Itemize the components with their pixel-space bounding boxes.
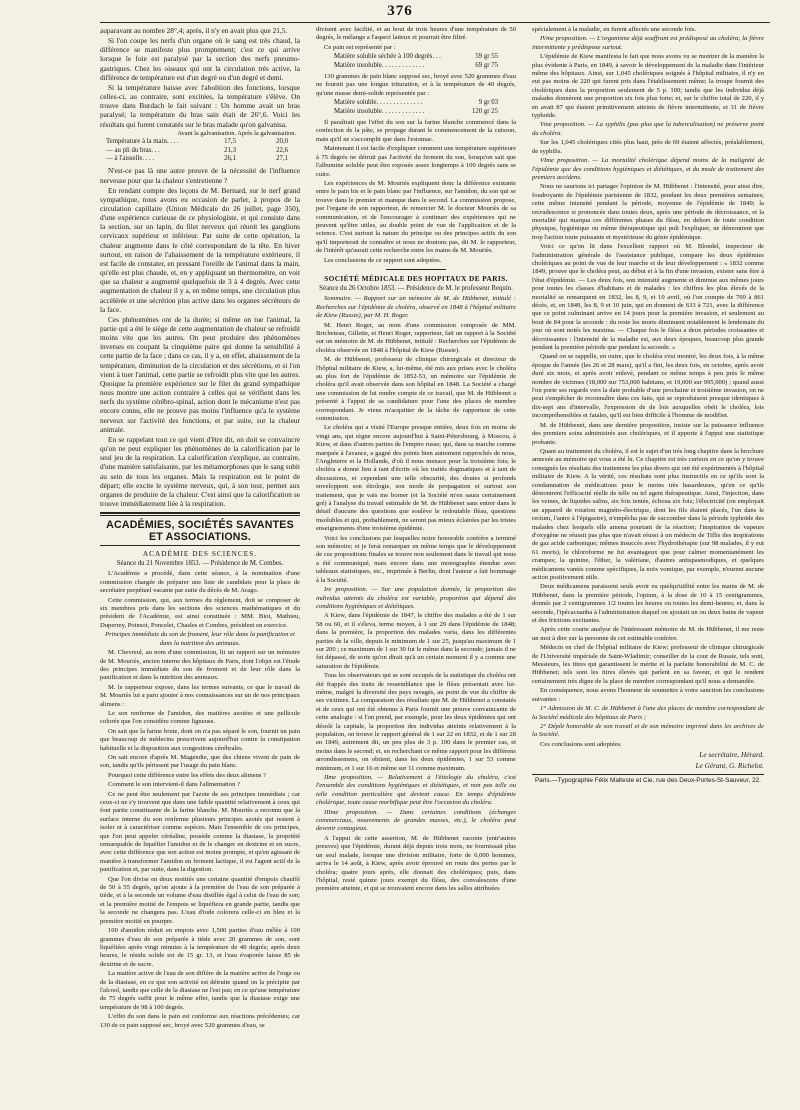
paragraph: N'est-ce pas là une autre preuve de la nécessité de l'influence nerveuse pour que la chaleur s'entretienne ? xyxy=(100,166,300,185)
column-2 xyxy=(316,26,516,1104)
row-label: — à l'aisselle. . . . xyxy=(106,154,155,162)
seance-line: Séance du 26 Octobre 1853. — Présidence de M. le professeur Requin. xyxy=(319,285,513,293)
paragraph: On sait que la farine brute, dont on n'a pas séparé le son, fournit un pain que beaucoup de médecins prescrivent aujourd'hui contre la constipation habituelle et la disposition aux congestions cérébrales. xyxy=(100,727,300,752)
paragraph: M. de Hübbenet, professeur de clinique chirurgicale et directeur de l'hôpital militaire de Kiew, a, lui-même, été mis aux prises avec le choléra au plus fort de l'épidémie de 1852-53, un mémoire sur l'épidémie de choléra qu'il avait observée dans son hôpital en 1848. La Société a chargé une commission de lui rendre compte de ce travail, que M. de Hübbenet a présenté à l'appui de sa candidature pour l'une des places de membre correspondant. Je viens m'acquitter de la tâche de rapporteur de cette commission. xyxy=(316,356,516,422)
row-after: 22,6 xyxy=(276,146,288,154)
paragraph: Le choléra qui a visité l'Europe presque entière, deux fois en moins de vingt ans, qui règne encore aujourd'hui à Saint-Pétersbourg, à Moscou, à Kiew, et dans d'autres parties de l'empire russe; qui, dans sa marche comme marquée à l'avance, a gagné des points bien autrement rapprochés de nous, l'Angleterre et la Hollande, d'où il nous menace pour la troisième fois; le choléra a donné lieu à tant d'écrits où les traités dogmatiques et à tant de discussions, et cependant une telle obscurité, des doutes si profonds enveloppent son étiologie, son mode de propagation et surtout son traitement, que je vais me borner (et la Société m'en saura certainement gré) à l'analyse du travail estimable de M. de Hübbenet sans entrer dans le détail d'aucune des questions que soulève le redoutable fléau, questions insolubles et qui, probablement, ne seront pas mieux éclairées par les tristes enseignements d'une troisième épidémie. xyxy=(316,424,516,533)
row-value: 120 gr 25 xyxy=(471,107,498,115)
composition-table xyxy=(334,53,516,70)
row-label: Matière soluble séchée à 100 degrés. . . xyxy=(334,53,441,61)
row-before: 21,3 xyxy=(224,146,236,154)
temperature-table xyxy=(100,130,300,164)
paragraph: M. de Hübbenet, dans une dernière proposition, insiste sur la puissance influence des premiers soins administrés aux cholériques, et il apporte à l'appui une statistique probante. xyxy=(532,421,764,446)
paragraph: Si l'on coupe les nerfs d'un organe où le sang est très chaud, la différence se manifeste plus promptement; c'est ce qui arrive lorsque le foie est paralysé par la section des nerfs pneumo-gastriques. Chez les oiseaux qui ont la circulation très active, la différence de température est d'un degré ou d'un degré et demi. xyxy=(100,36,300,82)
table-row xyxy=(334,108,516,116)
paragraph: Voici ce qu'on lit dans l'excellent rapport où M. Blondel, inspecteur de l'administration générale de l'assistance publique, compare les deux épidémies cholériques au point de vue de leur marche et de leur développement : « 1832 comme 1849, prouve que le choléra peut, au début et à la fin d'une invasion, exister sans être à l'état d'épidémie. — Les deux fois, son intensité augmente et diminue aux mêmes jours pour toutes les classes d'habitans et de malades : les chiffres les plus élevés de la mortalité se remarquent en 1832, les 8, 9, et 10 avril, où l'on compte de 769 à 861 décès, et, en 1849, les 8, 9 et 10 juin, qui en donnent de 633 à 721, avec la différence que ce point culminant arrive en 14 jours pour la première invasion, et seulement au bout de 84 pour la seconde : du reste les morts diminuent notablement le lendemain du jour où sont notés les maxima. — Chaque fois le fléau a deux périodes croissantes et décroissantes : l'intensité de la maladie est, aux deux époques, beaucoup plus grande pendant la première période que pendant la seconde. » xyxy=(532,243,764,352)
row-after: 20,0 xyxy=(276,138,288,146)
paragraph: Ces phénomènes ont de la durée; si même on tue l'animal, la partie qui a été le siège de cette augmentation de chaleur se refroidit moins vite que les autres. On peut produire des phénomènes inverses en coupant la cinquième paire qui donne la sensibilité à cette partie de la face ; dans ce cas, il y a, en effet, abaissement de la température, diminution de la circulation et des sécrétions, et si l'on vient à tuer l'animal, cette partie se refroidit plus vite que les autres. Quoique la première expérience sur le filet du grand sympathique nous montre une action contraire à celles qui se vérifient dans les nerfs du système cérébro-spinal, action dont le mécanisme n'est pas encore connu, elle ne prouve pas moins l'influence qu'a le système nerveux sur l'activité des fonctions, et par suite, sur la chaleur animale. xyxy=(100,314,300,434)
paragraph: L'épidémie de Kiew manifesta le fait que nous avons vu se montrer de la manière la plus évidente à Paris, en 1849, à savoir le développement de la maladie dans l'intérieur même des hôpitaux. Ainsi, sur 1,045 cholériques soignés à l'hôpital militaire, il n'y en eut pas moins de 220 qui furent pris dans l'établissement même; la troupe fournit des cholériques dans la proportion seulement de 5 p. 100; tandis que les individus déjà malades donnèrent une proportion six fois plus forte; et, sur le chiffre total de 220, il y en avait 87 qui étaient primitivement atteints de fièvre intermittente, et 31 de fièvre typhoïde. xyxy=(532,53,764,120)
sommaire: Sommaire. — Rapport sur un mémoire de M. de Hübbenet, intitulé : Recherches sur l'épidémie de choléra, observé en 1848 à l'hôpital militaire de Kiew (Russie), par M. H. Roger. xyxy=(316,295,516,320)
paragraph: Quant au traitement du choléra, il est le sujet d'un très long chapitre dans la brochure annexée au mémoire qui vous a été lu. Ce chapitre est très curieux en ce qu'on y trouve consignés les résultats des traitemens les plus divers qui ont été expérimentés à l'hôpital militaire de Kiew. A la vérité, ces résultats sont plus instructifs en ce qu'ils sont la condamnation de médications pour le moins très hasardeuses, qu'en ce qu'ils démontrent l'efficacité réelle de telle ou tel agent thérapeutique. Ainsi, l'injection, dans les veines, de liquides salins, six fois tentée, échoua six fois; l'électricité (on employait un appareil de rotation magnéto-électrique, dont les fils étaient placés, l'un dans le rectum, l'autre à l'épigastre), n'empêcha pas de succomber dans la période typhoïde des malades chez lesquels elle amena pourtant de la réaction; l'inspiration de vapeurs d'oxygène ne réussit pas plus que n'avait réussi à un médecin de Tiflis des inspirations de gaz acide carbonique; mêmes insuccès avec l'hydrothérapie (sur 98 malades, il y eut 61 morts), le chloroforme ne fut avantageux que pour calmer momentanément les crampes; la quinine, l'éther, la valériane, d'autres antispasmodiques, et quelques médicamens vantés comme spécifiques, la noix vomique, par exemple, n'eurent aucune action positivement utile. xyxy=(532,447,764,581)
paragraph: L'Académie a procédé, dans cette séance, à la nomination d'une commission chargée de préparer une liste de candidats pour la place de secrétaire perpétuel vacante par suite du décès de M. Arago. xyxy=(100,570,300,595)
paragraph: A Kiew, dans l'épidémie de 1847, le chiffre des malades a été de 1 sur 58 ou 60, et il s'éleva, terme moyen, à 1 sur 29 dans l'épidémie de 1848; dans la première, la proportion des malades varia, dans les différentes parties de la ville, depuis le minimum de 1 sur 25, jusqu'au maximum de 1 sur 200 ; ce maximum de 1 sur 30 fut le même dans la seconde; jamais il ne fut dépassé, de sorte qu'on dirait qu'à un certain moment il y a comme une saturation de l'épidémie. xyxy=(316,612,516,670)
section-title: ACADÉMIES, SOCIÉTÉS SAVANTES ET ASSOCIATIONS. xyxy=(106,519,294,544)
column-1 xyxy=(100,26,300,1104)
academy-title: ACADÉMIE DES SCIENCES. xyxy=(142,549,258,559)
paragraph: Le son renferme de l'amidon, des matières azotées et une pellicule colorée que l'on considère comme ligneuse. xyxy=(100,709,300,726)
paragraph: En se rappelant tout ce qui vient d'être dit, on doit se convaincre qu'on ne peut expliquer les phénomènes de la calorification par le seul jeu de la respiration. La calorification s'explique, au contraire, d'une manière satisfaisante, par les métamorphoses que le sang subit au sein de tous les organes. Mais la respiration est le point de départ; elle excite le système nerveux, qui, à son tour, permet aux organes de produire de la chaleur. C'est ainsi que la calorification se trouve immédiatement liée à la respiration. xyxy=(100,434,300,508)
seance-line: Séance du 21 Novembre 1853. — Présidence de M. Combes. xyxy=(116,560,284,568)
paragraph: M. le rapporteur expose, dans les termes suivants, ce que le travail de M. Mouriès lui a paru ajouter à nos connaissances sur un de nos principaux alimens : xyxy=(100,683,300,708)
paragraph: En rendant compte des leçons de M. Bernard, sur le nerf grand sympathique, nous avons eu occasion de parler, à propos de la circulation capillaire (Union Médicale du 26 juillet, page 350), d'une expérience curieuse de ce physiologiste, et qui consiste dans la section, sur un lapin, du filet nerveux qui réunit les ganglions cervicaux supérieur et inférieur. Par suite de cette opération, la chaleur augmente dans le côté correspondant de la tête. En hiver surtout, en raison de l'abaissement de la température extérieure, il est facile de constater, en pressant l'oreille de l'animal dans la main, qu'elle est plus chaude, et, en y appliquant un thermomètre, on voit que sa chaleur a augmenté quelquefois de 3 à 4 degrés. Avec cette augmentation de chaleur il y a, en même temps, une circulation plus accélérée et une sécrétion plus active dans les organes sécréteurs de la face. xyxy=(100,185,300,314)
proposition: Vme proposition. — La syphilis (pas plus que la tuberculisation) ne préserve point du choléra. xyxy=(532,121,764,137)
secretary-signature: Le secrétaire, Hérard. xyxy=(699,750,764,760)
row-label: — au pli du bras. . . xyxy=(106,146,160,154)
subheading: Principes immédiats du son de froment, leur rôle dans la panification et dans la nutrition des animaux. xyxy=(105,631,295,647)
conclusion: 1° Admission de M. C. de Hübbenet à l'une des places de membre correspondant de la Société médicale des hôpitaux de Paris ; xyxy=(532,705,764,721)
paragraph: Quand on se rappelle, en outre, que le choléra s'est montré, les deux fois, à la même époque de l'année (les 26 et 28 mars), qu'il a fini, les deux fois, en octobre, après avoir duré six mois, et après avoir enlevé, pendant ce même temps à peu près le même nombre de victimes (18,000 sur 753,000 habitans, et 19,000 sur 995,000) ; quand aussi l'on porte ses regards vers la date probable d'une prochaine et troisième invasion, on ne peut s'empêcher de reconnaître dans ces faits, qui se reproduisent presque identiques à dix-sept ans d'intervalle, l'expression de de lois auxquelles obéit le choléra, lois incompréhensibles et fatales, qu'il est bien difficile à l'homme de modifier. xyxy=(532,353,764,420)
table-row xyxy=(334,99,516,107)
paragraph: La matière active de l'eau de son diffère de la matière active de l'orge ou de la diastase, en ce que son activité est détruite quand on la précipite par l'alcool, tandis que celle de la diastase ne l'est pas; en ce qu'une température de 75 degrés suffit pour le même effet, tandis que la diastase exige une température de 98 à 100 degrés. xyxy=(100,970,300,1011)
paragraph: Deux médicamens paraissent seuls avoir eu quelqu'utilité entre les mains de M. de Hübbenet, dans la première période, l'opium, à la dose de 10 à 15 centigrammes, donnés par 2 centigrammes 1/2 toutes les heures ou toutes les demi-heures; et, dans la seconde, l'ipécacuanha à l'administration duquel on ajoutait un ou deux bains de vapeur et des frictions excitantes. xyxy=(532,583,764,625)
paragraph: Ce ne peut être seulement par l'azote de ses principes immédiats ; car ceux-ci ne s'y trouvent que dans une faible quantité relativement à ceux qui font partie constituante de la farine blanche. M. Mouriès a reconnu que la surface interne du son renferme plusieurs principes azotés qui restent à isoler et à caractériser comme espèces. Mais l'ensemble de ces principes, que l'on peut appeler céréaline, possède comme la diastase, la propriété remarquable de liquéfier l'amidon et de le changer en dextrine et en sucre, avec cette différence que son action est moins prompte, et qu'en agissant de manière à transformer l'amidon en ferment lactique, il est l'agent actif de la panification et, par suite, dans la digestion. xyxy=(100,790,300,874)
page-number: 376 xyxy=(387,3,413,19)
paragraph: M. Henri Roger, au nom d'une commission composée de MM. Bricheteau, Gillette, et Henri Roger, rapporteur, fait un rapport à la Société sur un mémoire de M. de Hübbenet, intitulé : Recherches sur l'épidémie de choléra observée en 1848 à l'hôpital de Kiew (Russie). xyxy=(316,321,516,354)
section-rule xyxy=(100,545,300,546)
proposition: VIme proposition. — La mortalité cholérique dépend moins de la malignité de l'épidémie que des conditions hygiéniques et diététiques, et du mode de traitement des premiers accidens. xyxy=(532,157,764,181)
proposition: IVme proposition. — L'organisme déjà souffrant est prédisposé au choléra; la fièvre intermittente y prédispose surtout. xyxy=(532,35,764,51)
top-rule xyxy=(100,22,770,23)
paragraph: Que l'on divise en deux moitiés une certaine quantité d'empois chauffé de 50 à 55 degrés, qu'on ajoute à la première de l'eau de son préparée à tiède, et à la seconde un volume d'eau distillée égal à celui de l'eau de son; et la première moitié de l'empois se liquéfiera en grande partie, tandis que la seconde ne changera pas. L'eau d'iode colorera celle-ci en bleu et la première moitié en pourpre. xyxy=(100,875,300,925)
row-label: Matière soluble. . . . . . . . . . . . . . xyxy=(334,99,423,107)
paragraph: spécialement à la maladie, en furent affectés une seconde fois. xyxy=(532,26,697,33)
footer-rule xyxy=(532,774,764,775)
section-rule xyxy=(100,512,300,514)
paragraph: Nous ne saurions ici partager l'opinion de M. Hübbenet : l'intensité, pour ainsi dire, foudroyante de l'épidémie parisienne de 1832, pendant les deux premières semaines; cette même intensité pendant la période, moyenne de l'épidémie de 1849; la recrudescence si prononcée dans toutes deux, après une période de décroissance, et la mortalité qui marqua ces différentes phases du fléau, en dehors de toute condition physique, hygiénique ou même thérapeutique qui puît l'expliquer, ne démontrent que trop l'action toute puissante et mystérieuse du génie épidémique. xyxy=(532,183,764,241)
paragraph: Les expériences de M. Mouriès expliquent donc la différence existante entre le pain bis et le pain blanc par l'influence, sur l'amidon, du son qui se trouve dans le premier et manque dans le second. La commission propose, par l'organe de son rapporteur, de remercier M. le docteur Mouriès de sa communication, et de l'encourager à continuer des expériences qui ne peuvent qu'être utiles, au double point de vue de l'application et de la science. C'est surtout la nature du principe ou des principes actifs du son qu'il importerait de connaître et nous ne doutons pas, dit M. le rapporteur, de l'intérêt qu'aurait cette recherche entre les mains de M. Mouriès. xyxy=(316,179,516,255)
paragraph: Ce pain est représenté par : xyxy=(324,43,396,51)
gerant-line: Le Gérant, G. Richelot. xyxy=(695,760,764,770)
row-label: Matière insoluble. . . . . . . . . . . . . xyxy=(334,61,425,69)
composition-table xyxy=(334,99,516,116)
proposition: IIme proposition. — Relativement à l'étiologie du choléra, c'est l'ensemble des conditions hygiéniques et diététiques, et non pas telle ou telle condition particulière qui devient cause. En temps d'épidémie cholérique, toute cause morbifique peut être l'occasion du choléra. xyxy=(316,774,516,807)
row-value: 59 gr 55 xyxy=(475,53,498,61)
table-row xyxy=(334,62,516,70)
paragraph: Voici les conclusions par lesquelles notre honorable confrère a terminé son mémoire; et je ferai remarquer en même temps que le développement de ces propositions finales se trouve non seulement dans le travail qui nous a été communiqué, mais encore dans une monographie étendue avec tableaux statistiques, etc., imprimée à Berlin, dont l'auteur a fait hommage à la Société. xyxy=(316,534,516,584)
paragraph: Tous les observateurs qui se sont occupés de la statistique du choléra ont été frappés des traits de ressemblance que le fléau présentait avec lui-même, malgré la diversité des pays ravagés, au point de vue du chiffre de ses victimes. La comparaison des résultats que M. de Hübbenet a constatés et de ceux qui ont été obtenus à Paris fournit une preuve convaincante de cette analogie : si l'on prend, par exemple, pour les deux épidémies qui ont désolé la capitale, la proportion des individus atteints relativement à la population, on trouve le rapport général de 1 sur 22 en 1832, et de 1 sur 28 en 1849, autrement dit, un peu plus de 3 p. 100 dans le premier cas, et moins dans le second; et, en recherchant ce même rapport pour les différens arrondissemens, on obtient, dans les deux épidémies, 1 sur 53 comme minimum, et 1 sur 16 et même sur 11 comme maximum. xyxy=(316,672,516,772)
paragraph: Maintenant il est facile d'expliquer comment une température supérieure à 75 degrés ne détruit pas l'activité du ferment du son, lorsqu'on sait que l'albumine soluble peut être exposée assez longtemps à 100 degrés sans se cuire. xyxy=(316,145,516,178)
paragraph: auparavant au nombre 28°,4; après, il n'y en avait plus que 21,5. xyxy=(100,26,288,35)
row-label: Température à la main. . . . xyxy=(106,138,179,146)
paragraph: divisent avec facilité, et au bout de trois heures d'une température de 50 degrés, le mélange a l'aspect laiteux et pourrait être filtré. xyxy=(316,26,516,42)
paragraph: En conséquence, nous avons l'honneur de soumettre à votre sanction les conclusions suivantes : xyxy=(532,687,764,703)
paragraph: Si la température baisse avec l'abolition des fonctions, lorsque celles-ci, au contraire, sont excitées, la température s'élève. On trouve dans Burdach le fait suivant : Un homme avait un bras paralysé; la température du bras sain était de 26°,6. Voici les résultats qui furent constatés sur le bras malade qu'on galvanisa. xyxy=(100,82,300,129)
paragraph: Il paraîtrait que l'effet du son sur la farine blanche commencé dans la confection de la pâte, se propage durant le commencement de la cuisson, mais qu'il ne s'accomplit que dans l'estomac. xyxy=(316,119,516,143)
paragraph: A l'appui de cette assertion, M. de Hübbenet raconte (entr'autres preuves) que l'épidémie, durant déjà depuis trois mois, ne fournissait plus un seul malade, lorsque une division militaire, forte de 6,000 hommes, arriva le 14 août, à Kiew, après avoir éprouvé en route des pertes par le choléra; quatre jours après, elle donnait des cholériques; puis, dans l'hôpital, resté quinze jours exempt du fléau, des convalescens d'une première atteinte, et qui se trouvaient encore dans les salles attribuées xyxy=(316,834,516,893)
paragraph: On sait encore d'après M. Magendie, que des chiens vivent de pain de son, tandis qu'ils périssent par l'usage du pain blanc. xyxy=(100,753,300,770)
row-after: 27,1 xyxy=(276,154,288,162)
paragraph: Sur les 1,045 cholériques cités plus haut, près de 69 étaient affectés, préalablement, de syphilis. xyxy=(532,139,764,155)
row-label: Matière insoluble. . . . . . . . . . . . . xyxy=(334,107,425,115)
paragraph: Les conclusions de ce rapport sont adoptées. xyxy=(324,256,442,264)
printer-footer: Paris.—Typographie Félix Malteste et Cie, rue des Deux-Portes-St-Sauveur, 22. xyxy=(535,776,761,784)
section-rule xyxy=(100,515,300,516)
society-title: SOCIÉTÉ MÉDICALE DES HOPITAUX DE PARIS. xyxy=(324,273,508,283)
conclusion: 2° Dépôt honorable de son travail et de son mémoire imprimé dans les archives de la Société. xyxy=(532,722,764,739)
paragraph: 130 grammes de pain blanc supposé sec, broyé avec 520 grammes d'eau ne fournit pas une longue trituration, et à la température de 40 degrés, qu'une masse demi-solide représentée par : xyxy=(316,73,516,97)
row-before: 26,1 xyxy=(224,154,236,162)
paragraph: Cette commission, qui, aux termes du règlement, doit se composer de six membres pris dans les sections des sciences mathématiques et du président de l'Académie, est ainsi constituée : MM. Biot, Mathieu, Duperrey, Poinsot, Poncelet, Chasles et Combes, président en exercice. xyxy=(100,596,300,629)
paragraph: Médecin en chef de l'hôpital militaire de Kiew; professeur de clinique chirurgicale de l'Université impériale de Saint-Wladimir; conseiller de la cour de Russie, tels sont, Messieurs, les titres qui garantissent le mérite et la parfaite honorabilité de M. C. de Hübbenet; tels sont les titres élevés qui parlent en sa faveur, et qui le rendent certainement très digne de la place de membre correspondant qu'il nous a demandée. xyxy=(532,644,764,685)
proposition: IIIme proposition. — Dans certaines conditions (échanges commerciaux, mouvements de grandes masses, etc.), le choléra peut devenir contagieux. xyxy=(316,808,516,833)
table-row xyxy=(100,155,300,163)
table-row xyxy=(334,53,516,61)
row-value: 69 gr 75 xyxy=(475,61,498,69)
paragraph: Comment le son intervient-il dans l'alimentation ? xyxy=(108,781,240,789)
paragraph: Pourquoi cette différence entre les effets des deux alimens ? xyxy=(108,771,267,779)
paragraph: 100 d'amidon réduit en empois avec 1,500 parties d'eau mêlée à 100 grammes d'eau de son préparée à tiède avec 20 grammes de son, sont liquéfiées après vingt minutes à la température de 40 degrés; après deux heures, le résidu solide est de 15 gr. 13, et l'eau évaporée laisse 85 de dextrine et de sucre. xyxy=(100,927,300,968)
table-row xyxy=(100,138,300,146)
row-before: 17,5 xyxy=(224,138,236,146)
column-3 xyxy=(532,26,764,1104)
row-value: 9 gr 03 xyxy=(478,99,498,107)
paragraph: M. Chevreul, au nom d'une commission, lit un rapport sur un mémoire de M. Mouriès, ancien interne des hôpitaux de Paris, dont l'objet est l'étude des principes immédiats du son de froment et de leur rôle dans la panification et dans la nutrition des animaux. xyxy=(100,649,300,682)
proposition: Ire proposition. — Sur une population donnée, la proportion des individus atteints du choléra est variable, proportion qui dépend des conditions hygiéniques et diététiques. xyxy=(316,586,516,610)
paragraph: Ces conclusions sont adoptées. xyxy=(540,740,622,748)
paragraph: Après cette courte analyse de l'intéressant mémoire de M. de Hübbenet, il me reste un mot à dire sur la personne de cet estimable confrère. xyxy=(532,626,764,642)
table-row xyxy=(100,147,300,155)
table-header: Avant la galvanisation. Après la galvanisation. xyxy=(177,129,296,137)
paragraph: L'effet du son dans le pain est conforme aux réactions précédentes; car 130 de ce pain supposé sec, broyé avec 520 grammes d'eau, se xyxy=(100,1013,300,1029)
separator-rule xyxy=(386,269,446,270)
